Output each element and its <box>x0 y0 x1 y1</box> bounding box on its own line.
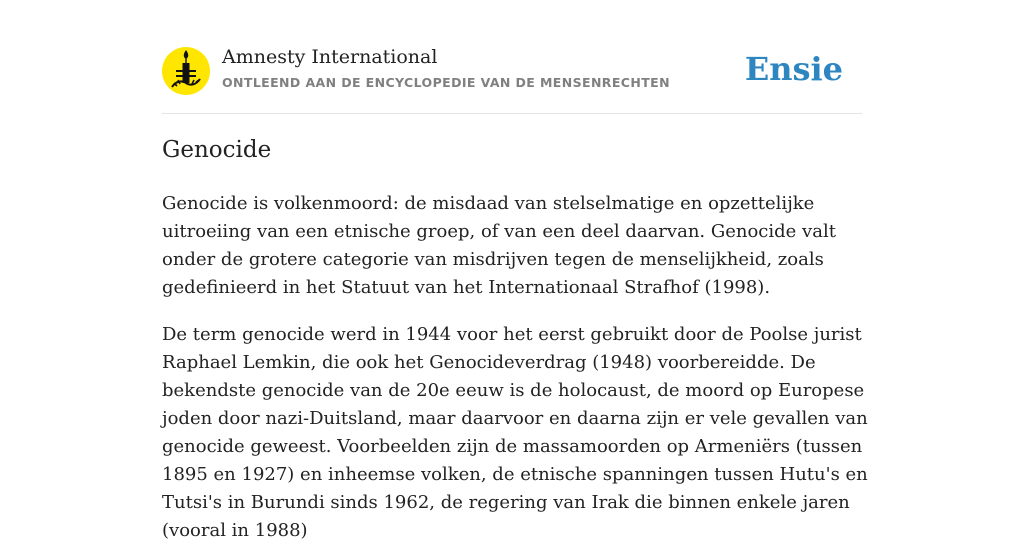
org-name: Amnesty International <box>222 46 438 68</box>
org-subtitle: ONTLEEND AAN DE ENCYCLOPEDIE VAN DE MENSENRECHTEN <box>222 75 670 90</box>
article-title: Genocide <box>162 137 272 163</box>
article-paragraph-2: De term genocide werd in 1944 voor het eerst gebruikt door de Poolse jurist Raphael Lemkin, die ook het Genocideverdrag (1948) voorbereidde. De bekendste genocide van de 20e eeuw is de holocaust, de moord op Europese joden door nazi-Duitsland, maar daarvoor en daarna zijn er vele gevallen van genocide geweest. Voorbeelden zijn de massamoorden op Armeniërs (tussen 1895 en 1927) en inheemse volken, de etnische spanningen tussen Hutu's en Tutsi's in Burundi sinds 1962, de regering van Irak die binnen enkele jaren (vooral in 1988) <box>162 324 868 541</box>
ensie-brand-link[interactable]: Ensie <box>744 50 843 88</box>
article-paragraph-1: Genocide is volkenmoord: de misdaad van stelselmatige en opzettelijke uitroeiing van een etnische groep, of van een deel daarvan. Genocide valt onder de grotere categorie van misdrijven tegen de menselijkheid, zoals gedefinieerd in het Statuut van het Internationaal Strafhof (1998). <box>162 193 836 298</box>
page-header <box>162 46 862 114</box>
amnesty-candle-icon <box>162 47 210 95</box>
